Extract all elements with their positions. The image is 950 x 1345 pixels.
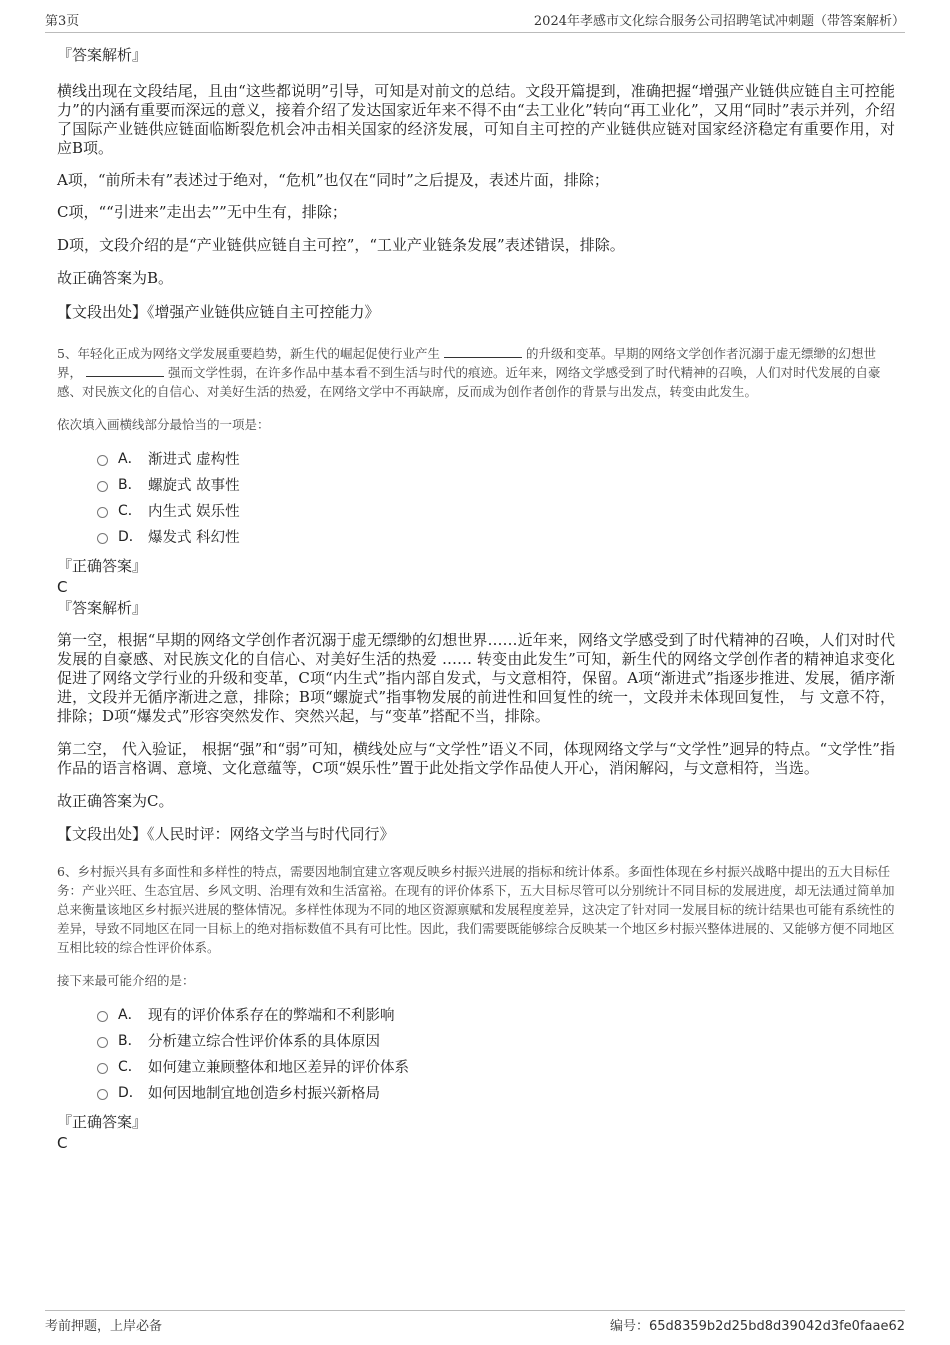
analysis-label: 『答案解析』 bbox=[57, 46, 148, 64]
radio-icon[interactable] bbox=[97, 1037, 108, 1048]
option-a[interactable]: A． 渐进式 虚构性 bbox=[97, 445, 895, 471]
page-number: 第3页 bbox=[45, 14, 80, 29]
source-citation: 【文段出处】《人民时评：网络文学当与时代同行》 bbox=[57, 825, 395, 843]
question-6-options bbox=[97, 1001, 895, 1105]
page-header bbox=[45, 10, 905, 33]
radio-icon[interactable] bbox=[97, 455, 108, 466]
analysis-paragraph: 第一空，根据“早期的网络文学创作者沉溺于虚无缥缈的幻想世界……近年来，网络文学感受到了时代精神的召唤，人们对时代发展的自豪感、对民族文化的自信心、对美好生活的热爱 …… 转变由此发生”可知，新生代的网络文学创作者的精神追求变化促进了网络文学行业的升级和变革，C项“内生式”指内部自发式，与文意相符，保留。A项“渐进式”指逐步推进、发展，循序渐进，文段并无循序渐进之意，排除；B项“螺旋式”指事物发展的前进性和回复性的统一，文段并未体现回复性， 与 文意不符，排除；D项“爆发式”形容突然发作、突然兴起，与“变革”搭配不当，排除。 bbox=[57, 631, 895, 725]
fill-blank bbox=[86, 364, 164, 377]
question-5-prompt: 依次填入画横线部分最恰当的一项是： bbox=[57, 417, 270, 432]
analysis-paragraph: C项，““引进来”走出去””无中生有，排除； bbox=[57, 203, 347, 221]
source-citation: 【文段出处】《增强产业链供应链自主可控能力》 bbox=[57, 303, 380, 321]
radio-icon[interactable] bbox=[97, 481, 108, 492]
analysis-paragraph: 横线出现在文段结尾，且由“这些都说明”引导，可知是对前文的总结。文段开篇提到，准确把握“增强产业链供应链自主可控能力”的内涵有重要而深远的意义，接着介绍了发达国家近年来不得不由“去工业化”转向“再工业化”，又用“同时”表示并列，介绍了国际产业链供应链面临断裂危机会冲击相关国家的经济发展，可知自主可控的产业链供应链对国家经济稳定有重要作用，对应B项。 bbox=[57, 82, 895, 157]
analysis-paragraph: 故正确答案为C。 bbox=[57, 792, 174, 810]
fill-blank bbox=[444, 345, 522, 358]
option-d[interactable]: D． 如何因地制宜地创造乡村振兴新格局 bbox=[97, 1079, 895, 1105]
radio-icon[interactable] bbox=[97, 1063, 108, 1074]
document-code: 编号：65d8359b2d25bd8d39042d3fe0faae62 bbox=[609, 1319, 905, 1334]
option-d[interactable]: D． 爆发式 科幻性 bbox=[97, 523, 895, 549]
question-5-text: 5、年轻化正成为网络文学发展重要趋势，新生代的崛起促使行业产生 的升级和变革。早期的网络文学创作者沉溺于虚无缥缈的幻想世界， 强而文学性弱，在许多作品中基本看不到生活与时代的痕迹。近年来，网络文学感受到了时代精神的召唤，人们对时代发展的自豪感、对民族文化的自信心、对美好生活的热爱，在网络文学中不再缺席，反而成为创作者创作的背景与出发点，转变由此发生。 bbox=[57, 346, 881, 399]
document-content bbox=[57, 44, 895, 1153]
question-5-options bbox=[97, 445, 895, 549]
correct-answer: C bbox=[57, 578, 68, 596]
option-a[interactable]: A． 现有的评价体系存在的弊端和不利影响 bbox=[97, 1001, 895, 1027]
analysis-label: 『答案解析』 bbox=[57, 599, 148, 617]
document-title: 2024年孝感市文化综合服务公司招聘笔试冲刺题（带答案解析） bbox=[533, 14, 905, 29]
radio-icon[interactable] bbox=[97, 533, 108, 544]
correct-answer-label: 『正确答案』 bbox=[57, 557, 148, 575]
analysis-paragraph: D项，文段介绍的是“产业链供应链自主可控”，“工业产业链条发展”表述错误，排除。 bbox=[57, 236, 625, 254]
analysis-paragraph: 故正确答案为B。 bbox=[57, 269, 174, 287]
analysis-paragraph: 第二空， 代入验证， 根据“强”和“弱”可知，横线处应与“文学性”语义不同，体现网络文学与“文学性”迥异的特点。“文学性”指作品的语言格调、意境、文化意蕴等，C项“娱乐性”置于此处指文学作品使人开心，消闲解闷，与文意相符，当选。 bbox=[57, 740, 895, 777]
radio-icon[interactable] bbox=[97, 1089, 108, 1100]
question-6-text: 6、乡村振兴具有多面性和多样性的特点，需要因地制宜建立客观反映乡村振兴进展的指标和统计体系。多面性体现在乡村振兴战略中提出的五大目标任务：产业兴旺、生态宜居、乡风文明、治理有效和生活富裕。在现有的评价体系下，五大目标尽管可以分别统计不同目标的发展进度，却无法通过简单加总来衡量该地区乡村振兴进展的整体情况。多样性体现为不同的地区资源禀赋和发展程度差异，这决定了针对同一发展目标的统计结果也可能有系统性的差异，导致不同地区在同一目标上的绝对指标数值不具有可比性。因此，我们需要既能够综合反映某一个地区乡村振兴整体进展的、又能够方便不同地区互相比较的综合性评价体系。 bbox=[57, 864, 895, 955]
option-b[interactable]: B． 分析建立综合性评价体系的具体原因 bbox=[97, 1027, 895, 1053]
correct-answer-label: 『正确答案』 bbox=[57, 1113, 148, 1131]
footer-slogan: 考前押题，上岸必备 bbox=[45, 1319, 163, 1334]
option-b[interactable]: B． 螺旋式 故事性 bbox=[97, 471, 895, 497]
radio-icon[interactable] bbox=[97, 507, 108, 518]
question-6-prompt: 接下来最可能介绍的是： bbox=[57, 973, 195, 988]
option-c[interactable]: C． 内生式 娱乐性 bbox=[97, 497, 895, 523]
radio-icon[interactable] bbox=[97, 1011, 108, 1022]
analysis-paragraph: A项，“前所未有”表述过于绝对，“危机”也仅在“同时”之后提及，表述片面，排除； bbox=[57, 171, 609, 189]
option-c[interactable]: C． 如何建立兼顾整体和地区差异的评价体系 bbox=[97, 1053, 895, 1079]
page-footer bbox=[45, 1310, 905, 1334]
correct-answer: C bbox=[57, 1134, 68, 1152]
